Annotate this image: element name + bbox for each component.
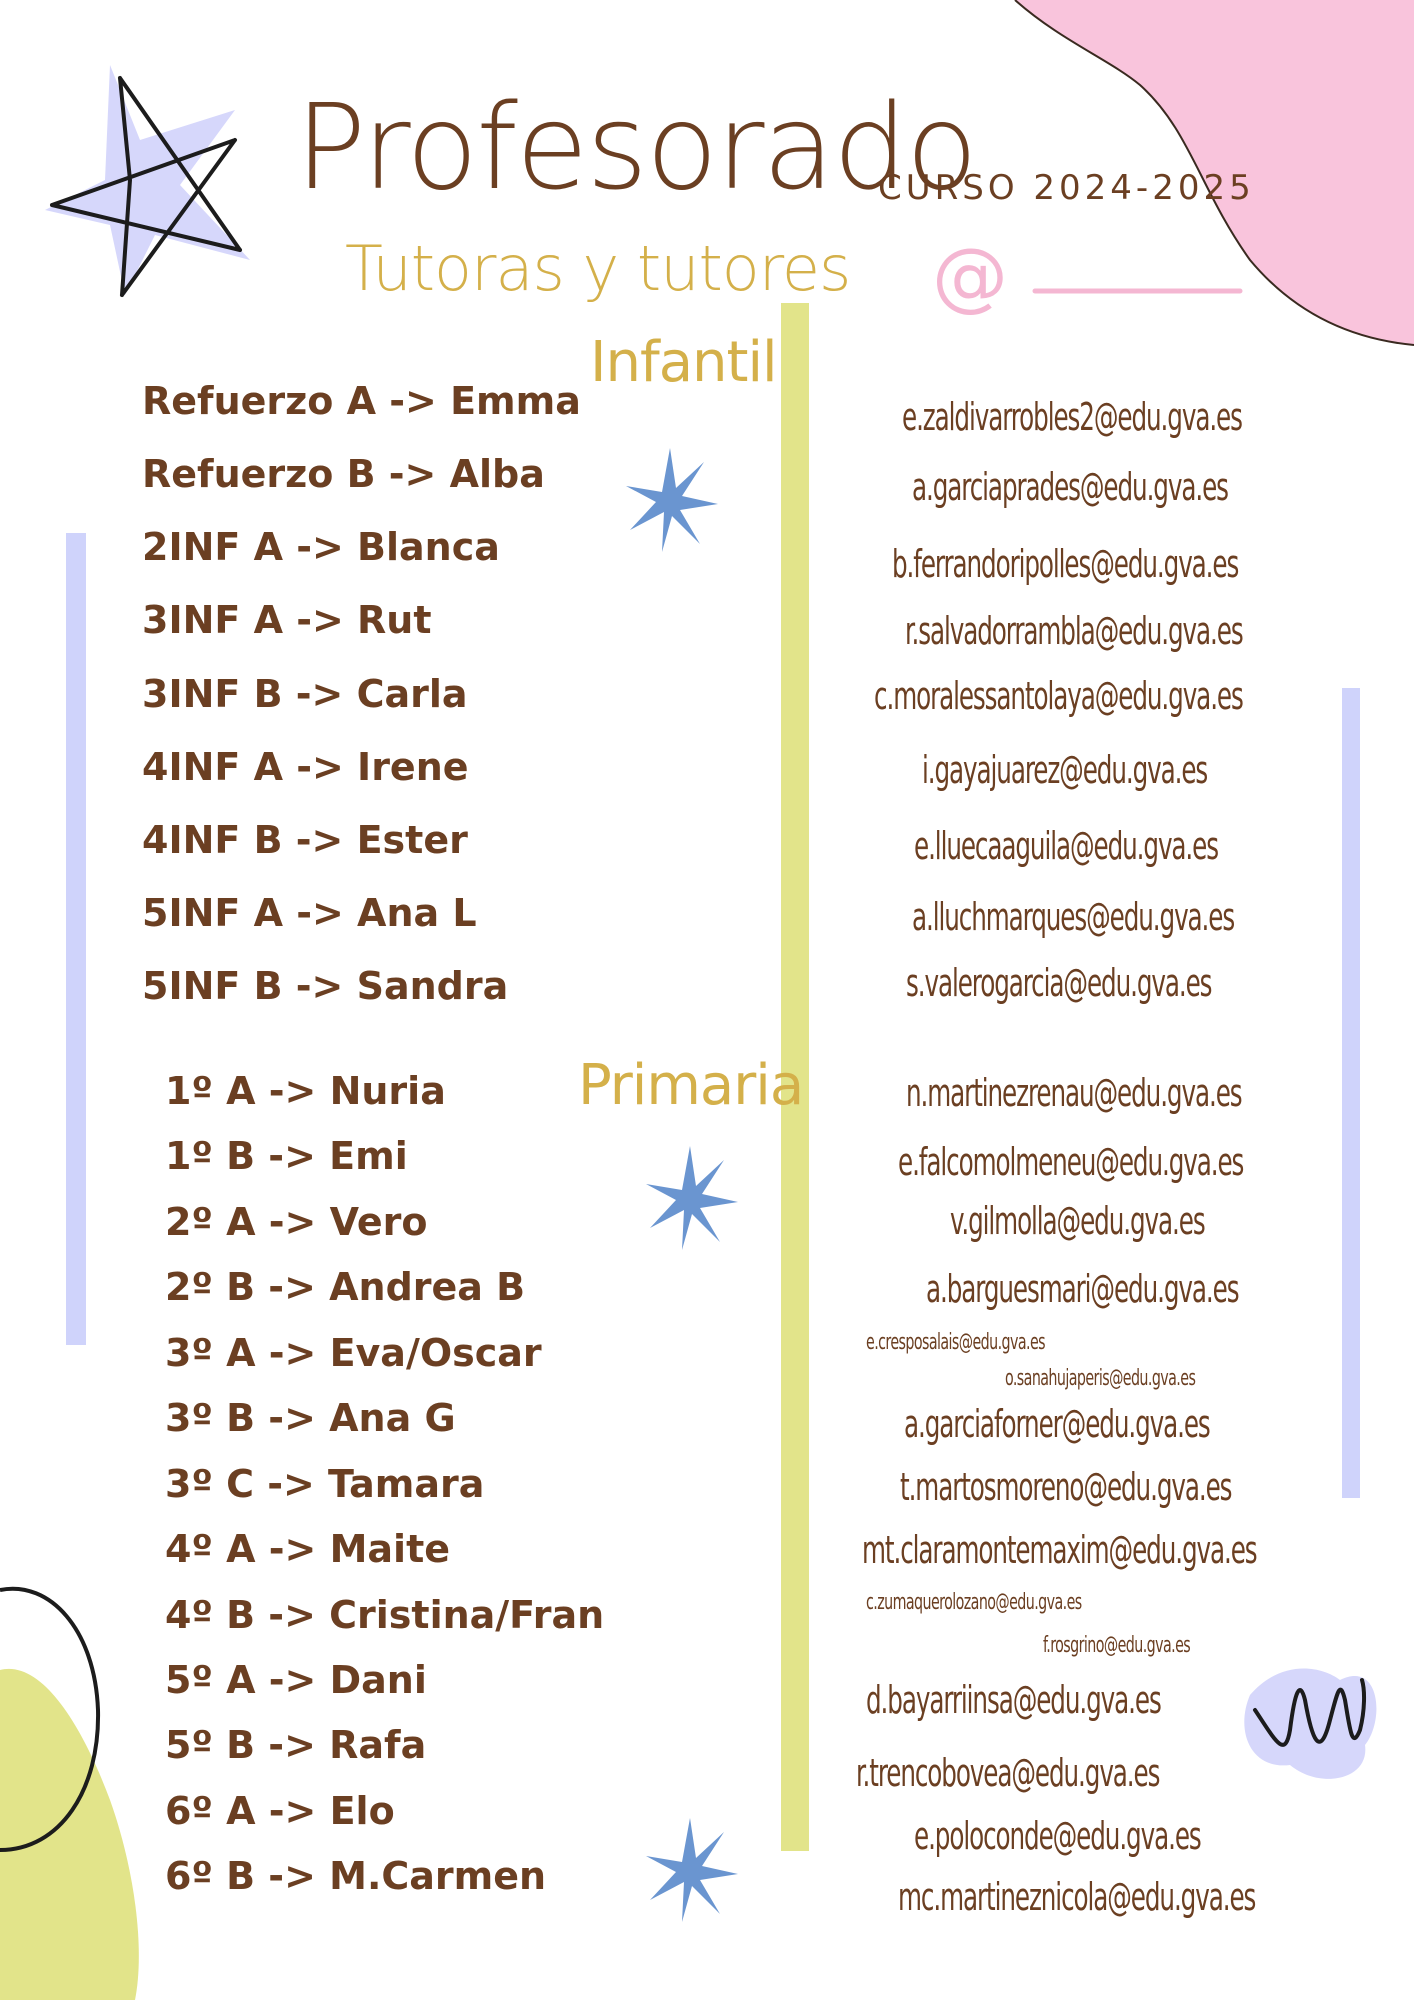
list-item: 3INF A -> Rut [142, 598, 432, 642]
email-link[interactable]: a.lluchmarques@edu.gva.es [912, 895, 1235, 939]
list-item: 2INF A -> Blanca [142, 525, 500, 569]
email-link[interactable]: i.gayajuarez@edu.gva.es [922, 748, 1208, 792]
email-link[interactable]: r.salvadorrambla@edu.gva.es [905, 609, 1243, 653]
list-item: 4º A -> Maite [165, 1527, 450, 1571]
list-item: 2º A -> Vero [165, 1200, 428, 1244]
list-item: 5INF B -> Sandra [142, 964, 509, 1008]
lavender-bar-right [1342, 688, 1360, 1498]
email-link[interactable]: f.rosgrino@edu.gva.es [1043, 1633, 1191, 1658]
email-link[interactable]: o.sanahujaperis@edu.gva.es [1005, 1366, 1196, 1391]
list-item: 4INF A -> Irene [142, 745, 469, 789]
section-primaria: Primaria [578, 1053, 804, 1118]
lime-blob [0, 1669, 139, 2000]
sparkle-icon [646, 1818, 738, 1922]
list-item: 6º B -> M.Carmen [165, 1854, 547, 1898]
school-year: CURSO 2024-2025 [878, 168, 1255, 208]
list-item: 1º A -> Nuria [165, 1069, 446, 1113]
email-link[interactable]: a.garciaprades@edu.gva.es [912, 465, 1228, 509]
email-link[interactable]: e.cresposalais@edu.gva.es [866, 1330, 1045, 1355]
list-item: 5º A -> Dani [165, 1658, 427, 1702]
sparkle-icon [646, 1146, 738, 1250]
lavender-bar-left [66, 533, 86, 1345]
email-link[interactable]: mc.martineznicola@edu.gva.es [898, 1875, 1256, 1919]
email-link[interactable]: n.martinezrenau@edu.gva.es [906, 1071, 1242, 1115]
list-item: 1º B -> Emi [165, 1134, 408, 1178]
email-link[interactable]: e.lluecaaguila@edu.gva.es [914, 824, 1218, 868]
email-link[interactable]: v.gilmolla@edu.gva.es [950, 1199, 1205, 1243]
email-link[interactable]: s.valerogarcia@edu.gva.es [906, 961, 1212, 1005]
email-link[interactable]: c.zumaquerolozano@edu.gva.es [866, 1590, 1082, 1615]
page-subtitle: Tutoras y tutores [345, 232, 851, 305]
email-link[interactable]: e.poloconde@edu.gva.es [914, 1814, 1201, 1858]
sparkle-icon [626, 448, 718, 552]
email-link[interactable]: e.zaldivarrobles2@edu.gva.es [902, 395, 1242, 439]
email-link[interactable]: r.trencobovea@edu.gva.es [856, 1751, 1160, 1795]
list-item: 2º B -> Andrea B [165, 1265, 526, 1309]
email-link[interactable]: t.martosmoreno@edu.gva.es [900, 1465, 1232, 1509]
email-link[interactable]: mt.claramontemaxim@edu.gva.es [862, 1528, 1257, 1572]
section-infantil: Infantil [590, 330, 777, 395]
list-item: Refuerzo B -> Alba [142, 452, 545, 496]
page-title: Profesorado [295, 78, 976, 216]
list-item: 3º A -> Eva/Oscar [165, 1331, 542, 1375]
email-link[interactable]: c.moralessantolaya@edu.gva.es [874, 674, 1243, 718]
list-item: 3º B -> Ana G [165, 1396, 456, 1440]
email-link[interactable]: b.ferrandoripolles@edu.gva.es [892, 542, 1239, 586]
email-link[interactable]: d.bayarriinsa@edu.gva.es [866, 1678, 1161, 1722]
email-link[interactable]: a.garciaforner@edu.gva.es [904, 1402, 1210, 1446]
list-item: 5º B -> Rafa [165, 1723, 427, 1767]
list-item: 4INF B -> Ester [142, 818, 468, 862]
email-link[interactable]: e.falcomolmeneu@edu.gva.es [898, 1140, 1244, 1184]
list-item: Refuerzo A -> Emma [142, 379, 581, 423]
at-icon: @ [932, 231, 1008, 320]
email-link[interactable]: a.barguesmari@edu.gva.es [926, 1267, 1239, 1311]
list-item: 3INF B -> Carla [142, 672, 468, 716]
list-item: 5INF A -> Ana L [142, 891, 477, 935]
list-item: 3º C -> Tamara [165, 1462, 485, 1506]
list-item: 4º B -> Cristina/Fran [165, 1593, 605, 1637]
list-item: 6º A -> Elo [165, 1789, 395, 1833]
